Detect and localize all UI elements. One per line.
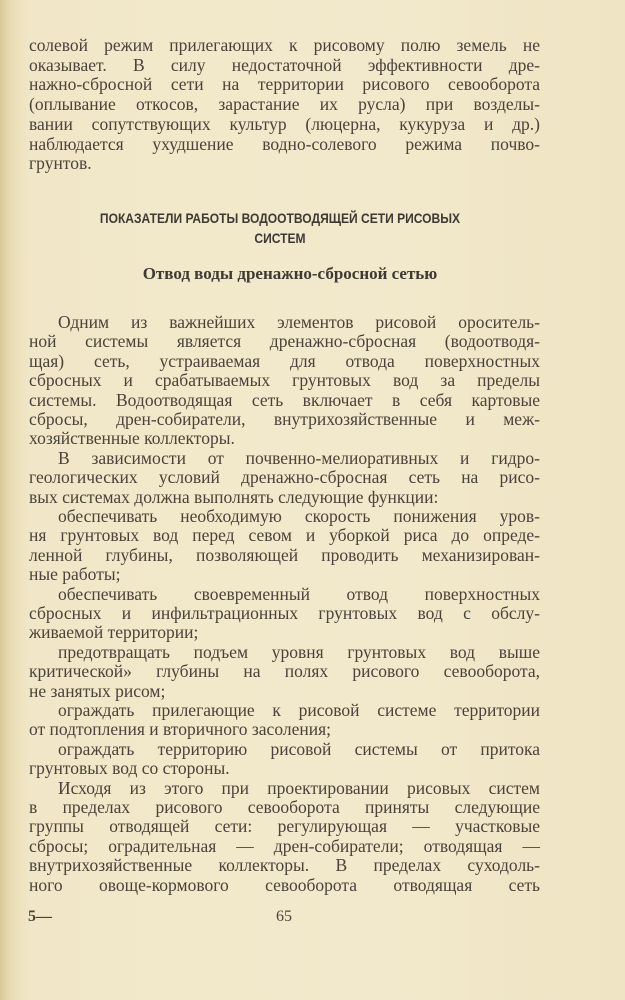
text-line: ные работы; [29, 564, 121, 585]
text-line: нажно-сбросной сети на территории рисового севооборота [29, 74, 540, 95]
text-line: ня грунтовых вод перед севом и уборкой риса до опреде- [29, 525, 540, 546]
text-line: Одним из важнейших элементов рисовой ороситель- [58, 312, 540, 332]
text-line: в пределах рисового севооборота приняты следующие [29, 797, 540, 817]
signature-mark: 5— [28, 908, 52, 925]
text-line: ограждать территорию рисовой системы от притока [58, 738, 540, 759]
text-line: щая) сеть, устраиваемая для отвода поверхностных [29, 350, 540, 371]
text-line: вых системах должна выполнять следующие функции: [29, 486, 439, 507]
text-line: В зависимости от почвенно-мелиоративных и гидро- [58, 447, 540, 468]
page-number: 65 [276, 908, 292, 925]
section-heading-line2: СИСТЕМ [254, 230, 306, 246]
text-line: обеспечивать необходимую скорость понижения уров- [58, 506, 540, 526]
text-line: критической» глубины на полях рисового севооборота, [29, 661, 540, 682]
text-line: от подтопления и вторичного засоления; [29, 719, 331, 740]
text-line: системы. Водоотводящая сеть включает в себя картовые [29, 389, 540, 410]
text-line: внутрихозяйственные коллекторы. В пределах суходоль- [29, 855, 540, 876]
text-line: оказывает. В силу недостаточной эффективности дре- [29, 54, 540, 75]
text-line: сбросы; оградительная — дрен-собиратели; отводящая — [29, 835, 540, 856]
text-line: ленной глубины, позволяющей проводить механизирован- [29, 544, 540, 565]
text-line: вании сопутствующих культур (люцерна, кукуруза и др.) [29, 113, 540, 134]
text-line: ного овоще-кормового севооборота отводящая сеть [29, 874, 540, 895]
subheading: Отвод воды дренажно-сбросной сетью [142, 264, 438, 283]
text-line: обеспечивать своевременный отвод поверхностных [58, 583, 540, 604]
text-line: (оплывание откосов, зарастание их русла) при возделы- [29, 94, 540, 115]
text-line: группы отводящей сети: регулирующая — участковые [29, 816, 540, 837]
text-line: сбросных и срабатываемых грунтовых вод за пределы [29, 370, 540, 391]
text-line: живаемой территории; [29, 622, 199, 643]
text-line: предотвращать подъем уровня грунтовых вод выше [58, 641, 540, 662]
section-heading: ПОКАЗАТЕЛИ РАБОТЫ ВОДООТВОДЯЩЕЙ СЕТИ РИСОВЫХ [99, 210, 461, 226]
text-line: ограждать прилегающие к рисовой системе территории [58, 700, 540, 720]
text-line: наблюдается ухудшение водно-солевого режима почво- [29, 133, 540, 154]
text-line: сбросных и инфильтрационных грунтовых вод с обслу- [29, 603, 540, 623]
text-line: не занятых рисом; [29, 680, 166, 701]
text-line: сбросы, дрен-собиратели, внутрихозяйственные и меж- [29, 409, 540, 429]
text-line: геологических условий дренажно-сбросная сеть на рисо- [29, 467, 540, 488]
text-line: солевой режим прилегающих к рисовому полю земель не [29, 35, 540, 55]
text-line: хозяйственные коллекторы. [29, 428, 235, 449]
text-line: грунтов. [29, 153, 92, 174]
text-line: грунтовых вод со стороны. [29, 758, 230, 779]
text-line: Исходя из этого при проектировании рисовых систем [58, 777, 540, 798]
text-line: ной системы является дренажно-сбросная (водоотводя- [29, 331, 540, 352]
